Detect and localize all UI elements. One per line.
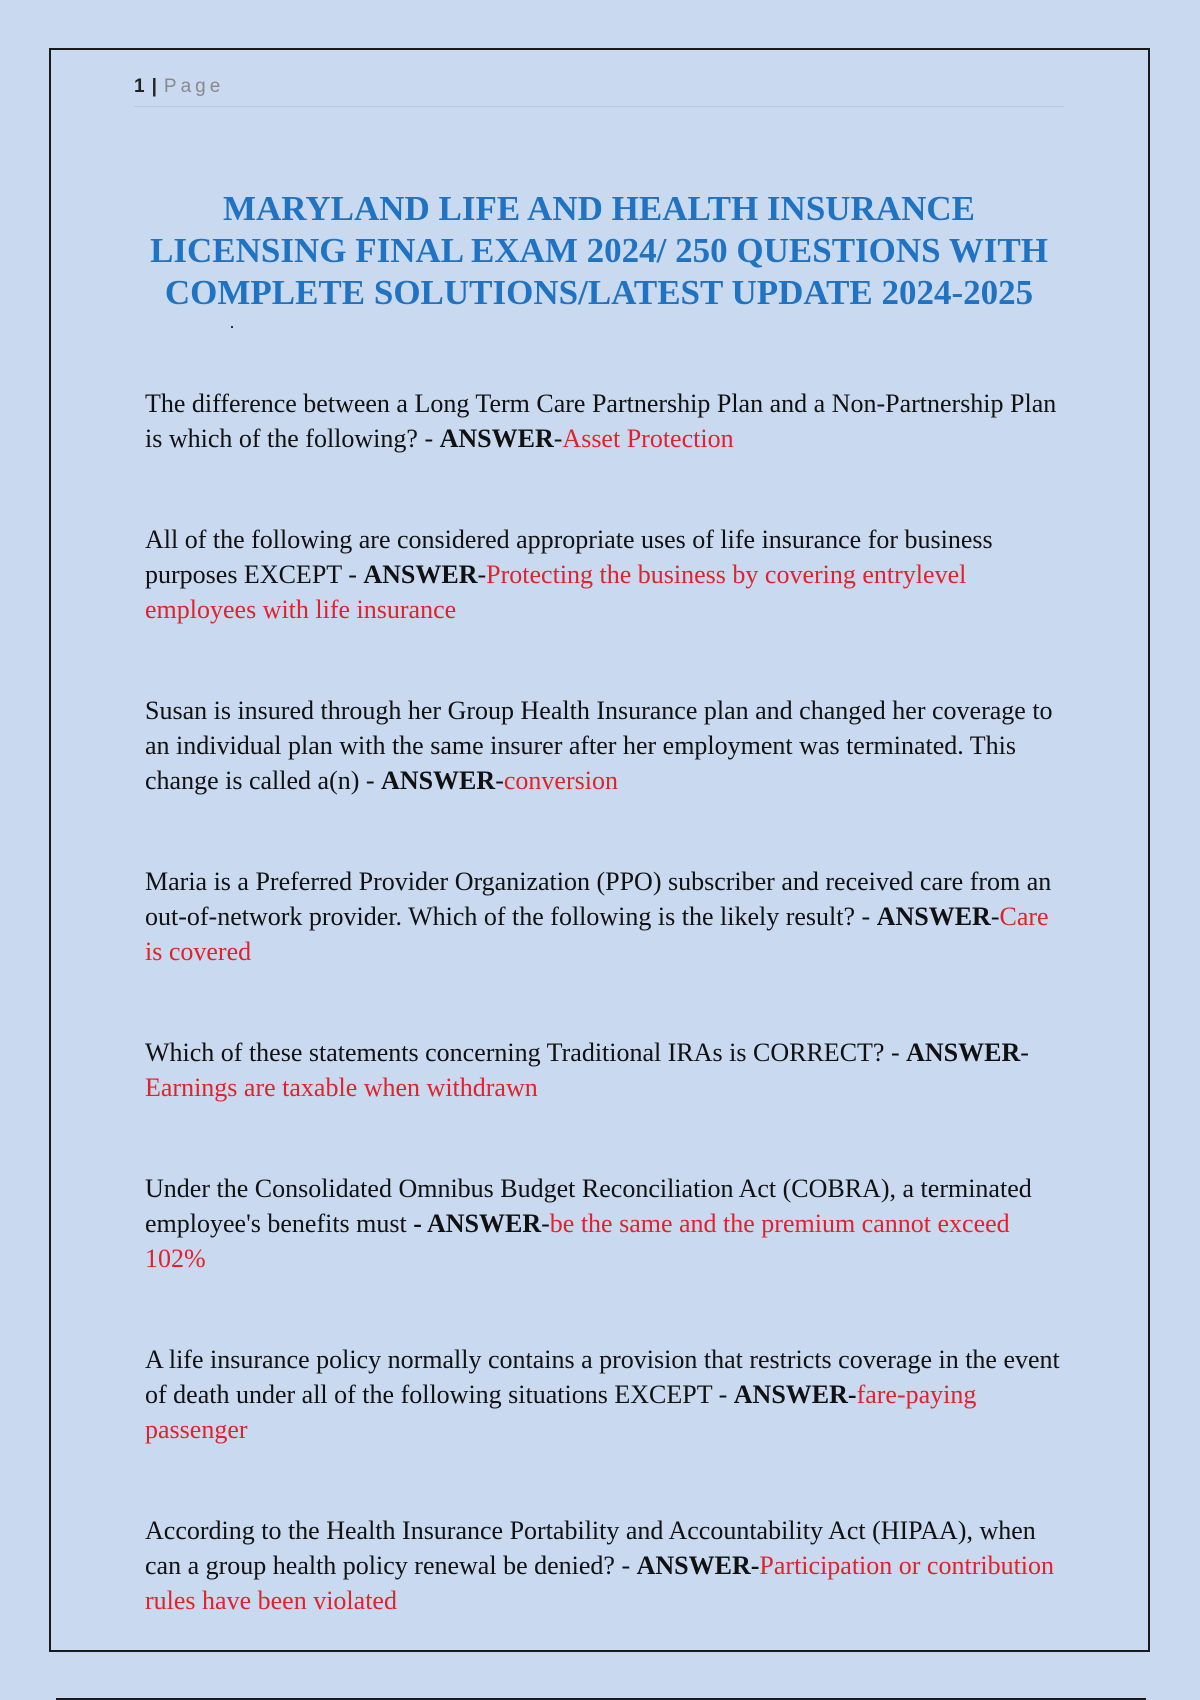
answer-text: Protecting the business by covering entrylevel employees with life insurance: [145, 560, 967, 624]
question-text: Under the Consolidated Omnibus Budget Reconciliation Act (COBRA), a terminated employee's benefits must: [145, 1174, 1032, 1238]
answer-dash: -: [553, 424, 563, 453]
question-text: Maria is a Preferred Provider Organization (PPO) subscriber and received care from an out-of-network provider. Which of the following is the likely result? -: [145, 867, 1052, 931]
answer-text: Participation or contribution rules have been violated: [145, 1551, 1055, 1615]
answer-dash: -: [1020, 1038, 1029, 1067]
answer-text: fare-paying passenger: [145, 1380, 977, 1444]
question-text: The difference between a Long Term Care Partnership Plan and a Non-Partnership Plan is which of the following? -: [145, 389, 1057, 453]
page-word: Page: [163, 76, 225, 97]
answer-text: conversion: [503, 766, 618, 795]
answer-label: ANSWER: [439, 424, 554, 453]
answer-label: ANSWER: [363, 560, 478, 589]
question-text: All of the following are considered appropriate uses of life insurance for business purposes EXCEPT -: [145, 525, 993, 589]
question-text: According to the Health Insurance Portability and Accountability Act (HIPAA), when can a group health policy renewal be denied? -: [145, 1516, 1036, 1580]
qa-item: [145, 1513, 1060, 1618]
qa-item: [145, 693, 1060, 798]
answer-label: ANSWER: [906, 1038, 1021, 1067]
qa-item: [145, 864, 1060, 969]
answer-dash: -: [495, 766, 504, 795]
qa-item: [145, 522, 1060, 627]
answer-label: ANSWER-: [733, 1380, 857, 1409]
question-text: Susan is insured through her Group Health Insurance plan and changed her coverage to an individual plan with the same insurer after her employment was terminated. This change is called a(n) -: [145, 696, 1053, 795]
qa-item: [145, 1342, 1060, 1447]
qa-item: [145, 1171, 1060, 1276]
answer-text: Asset Protection: [562, 424, 734, 453]
qa-item: [145, 386, 1060, 456]
answer-dash: -: [477, 560, 487, 589]
answer-dash: -: [990, 902, 1000, 931]
page-separator: |: [151, 76, 158, 97]
answer-text: Earnings are taxable when withdrawn: [145, 1073, 538, 1102]
answer-label: - ANSWER: [413, 1209, 542, 1238]
answer-label: ANSWER: [876, 902, 991, 931]
answer-text: Care is covered: [145, 902, 1049, 966]
answer-label: ANSWER: [381, 766, 496, 795]
question-text: A life insurance policy normally contains a provision that restricts coverage in the event of death under all of the following situations EXCEPT -: [145, 1345, 1060, 1409]
question-text: Which of these statements concerning Traditional IRAs is CORRECT? -: [145, 1038, 907, 1067]
header-rule: [134, 106, 1064, 107]
page-header: [134, 76, 224, 98]
qa-list: [145, 386, 1060, 1684]
qa-item: [145, 1035, 1060, 1105]
answer-dash: -: [541, 1209, 550, 1238]
answer-label: ANSWER-: [636, 1551, 760, 1580]
document-title: MARYLAND LIFE AND HEALTH INSURANCE LICENSING FINAL EXAM 2024/ 250 QUESTIONS WITH COMPLETE SOLUTIONS/LATEST UPDATE 2024-2025: [150, 189, 1048, 312]
answer-text: be the same and the premium cannot exceed 102%: [145, 1209, 1010, 1273]
page-number: 1: [134, 76, 146, 97]
stray-dot: [231, 326, 233, 328]
